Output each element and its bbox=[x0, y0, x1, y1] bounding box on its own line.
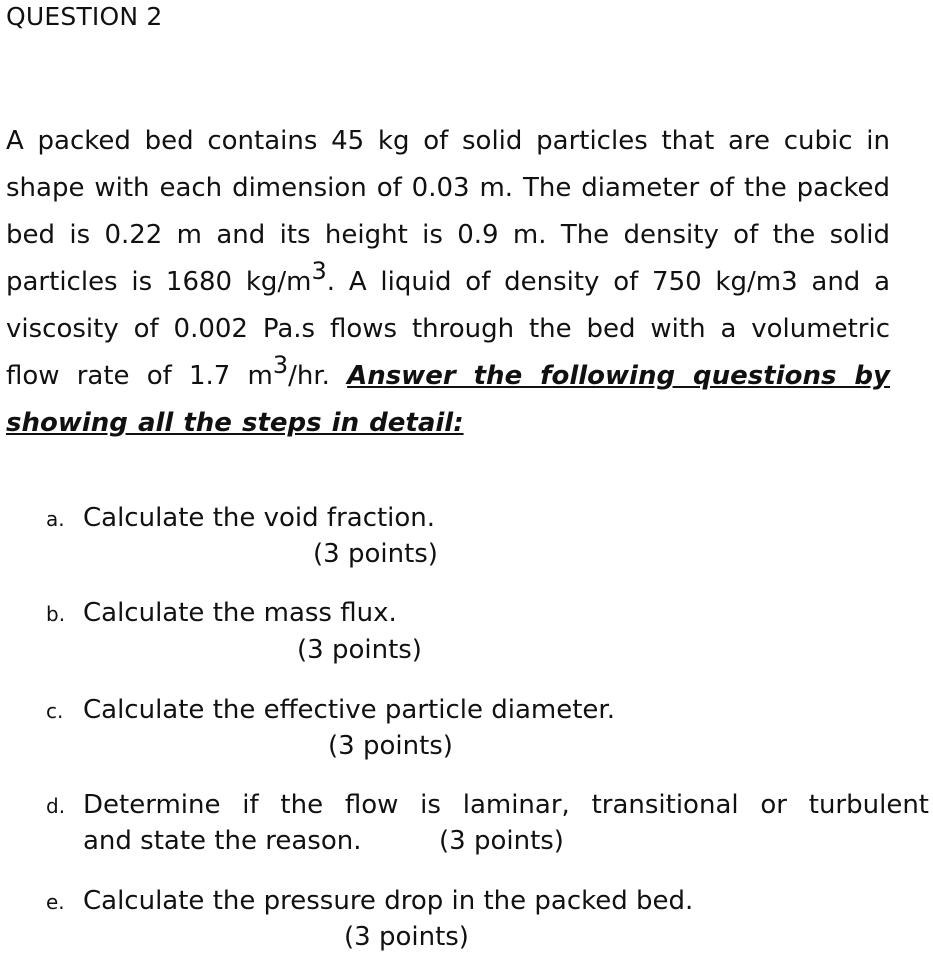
item-letter: d. bbox=[46, 794, 66, 818]
superscript-3: 3 bbox=[311, 257, 327, 286]
item-points: (3 points) bbox=[328, 731, 453, 761]
item-points: (3 points) bbox=[297, 635, 422, 665]
item-letter: e. bbox=[46, 890, 65, 914]
item-text-line1: Determine if the flow is laminar, transitional or turbulent bbox=[83, 790, 929, 820]
item-letter: a. bbox=[46, 507, 65, 531]
paragraph-text-2: . A liquid of density of 750 kg/m3 and a viscosity of 0.002 Pa.s flows through the bed with a volumetric flow rate of 1.7 m bbox=[6, 267, 891, 391]
paragraph-text-3: /hr. bbox=[288, 361, 348, 391]
question-heading: QUESTION 2 bbox=[6, 2, 163, 31]
item-text: Calculate the effective particle diameter. bbox=[83, 695, 615, 725]
item-text: Calculate the void fraction. bbox=[83, 503, 436, 533]
item-points: (3 points) bbox=[313, 539, 438, 569]
item-letter: c. bbox=[46, 699, 64, 723]
instruction-emphasis: Answer the following questions by showing all the steps in detail: bbox=[6, 361, 890, 438]
item-points: (3 points) bbox=[344, 922, 469, 952]
superscript-3: 3 bbox=[272, 351, 289, 380]
item-text: Calculate the pressure drop in the packed bed. bbox=[83, 886, 694, 916]
paragraph-text-1: A packed bed contains 45 kg of solid particles that are cubic in shape with each dimension of 0.03 m. The diameter of the packed bed is 0.22 m and its height is 0.9 m. The density of the solid particles is 1680 kg/m bbox=[6, 126, 890, 297]
question-paragraph bbox=[6, 118, 890, 447]
item-points: (3 points) bbox=[439, 826, 564, 856]
item-letter: b. bbox=[46, 602, 66, 626]
item-text-line2: and state the reason. bbox=[83, 826, 362, 856]
item-text: Calculate the mass flux. bbox=[83, 598, 397, 628]
